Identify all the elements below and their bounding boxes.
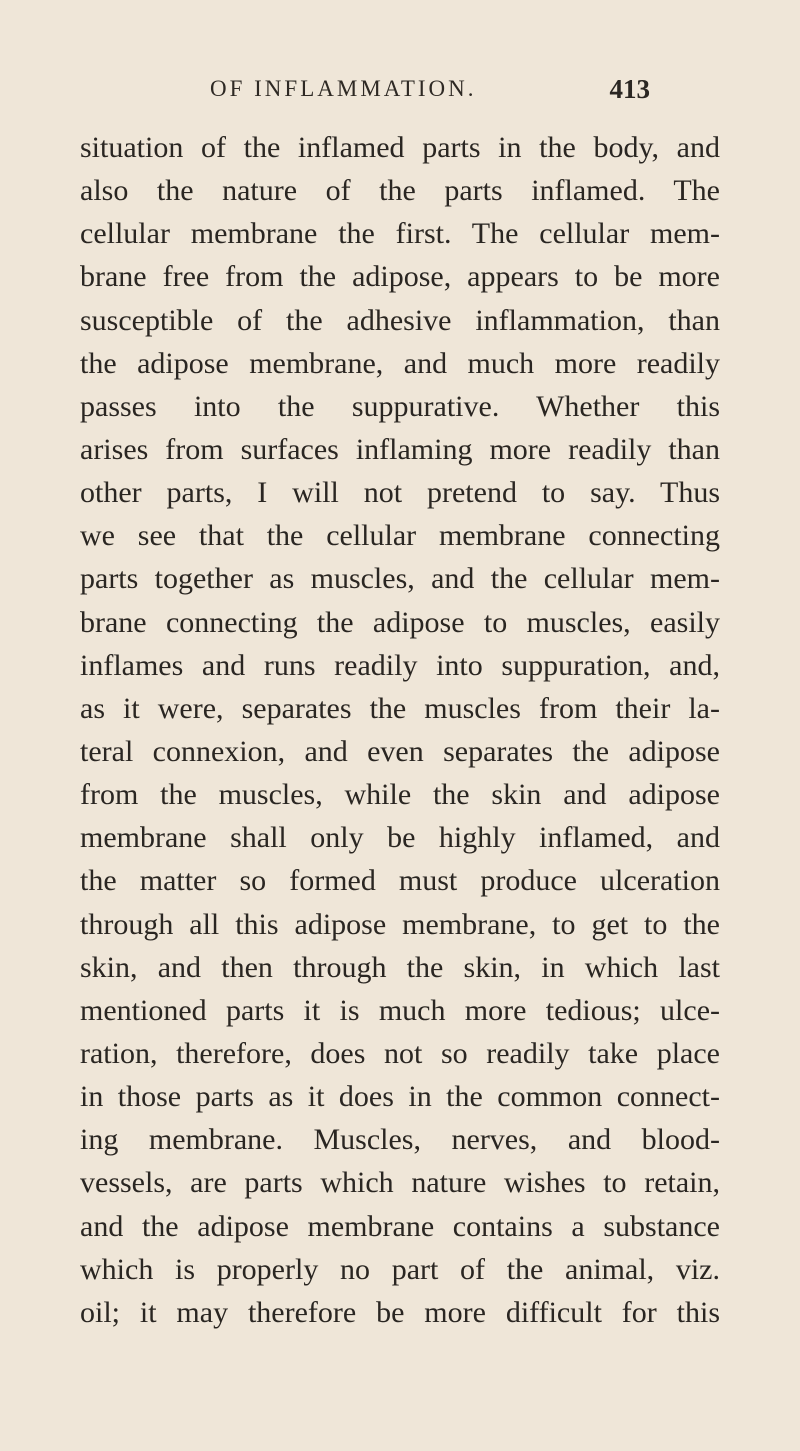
text-line: situation of the inflamed parts in the body, and bbox=[80, 131, 720, 164]
text-line: cellular membrane the first. The cellular mem- bbox=[80, 217, 720, 251]
text-line: as it were, separates the muscles from their la- bbox=[80, 691, 720, 725]
text-line: from the muscles, while the skin and adipose bbox=[80, 778, 720, 812]
text-line: membrane shall only be highly inflamed, and bbox=[80, 821, 720, 855]
text-line: teral connexion, and even separates the adipose bbox=[80, 734, 720, 768]
text-line: in those parts as it does in the common connect- bbox=[80, 1080, 720, 1114]
text-line: oil; it may therefore be more difficult for this bbox=[80, 1295, 720, 1329]
text-line: through all this adipose membrane, to get to the bbox=[80, 907, 720, 941]
text-line: mentioned parts it is much more tedious; ulce- bbox=[80, 993, 720, 1027]
text-line: ing membrane. Muscles, nerves, and blood- bbox=[80, 1123, 720, 1157]
text-line: we see that the cellular membrane connecting bbox=[80, 519, 720, 553]
text-line: also the nature of the parts inflamed. The bbox=[80, 174, 720, 208]
text-line: brane connecting the adipose to muscles, easily bbox=[80, 605, 720, 639]
text-line: ration, therefore, does not so readily take place bbox=[80, 1036, 720, 1070]
text-line: skin, and then through the skin, in which last bbox=[80, 950, 720, 984]
text-line: other parts, I will not pretend to say. Thus bbox=[80, 476, 720, 510]
body-text bbox=[80, 126, 720, 1334]
text-line: the matter so formed must produce ulceration bbox=[80, 864, 720, 898]
text-line: arises from surfaces inflaming more readily than bbox=[80, 432, 720, 466]
text-line: passes into the suppurative. Whether this bbox=[80, 389, 720, 423]
page-number: 413 bbox=[609, 74, 650, 104]
text-line: vessels, are parts which nature wishes to retain, bbox=[80, 1166, 720, 1200]
text-line: parts together as muscles, and the cellular mem- bbox=[80, 562, 720, 596]
text-line: inflames and runs readily into suppuration, and, bbox=[80, 648, 720, 682]
text-line: which is properly no part of the animal, viz. bbox=[80, 1252, 720, 1286]
running-head bbox=[210, 76, 650, 110]
text-line: and the adipose membrane contains a substance bbox=[80, 1209, 720, 1243]
running-head-title: OF INFLAMMATION. bbox=[210, 76, 477, 101]
text-line: susceptible of the adhesive inflammation, than bbox=[80, 303, 720, 337]
text-line: the adipose membrane, and much more readily bbox=[80, 346, 720, 380]
text-line: brane free from the adipose, appears to be more bbox=[80, 260, 720, 294]
